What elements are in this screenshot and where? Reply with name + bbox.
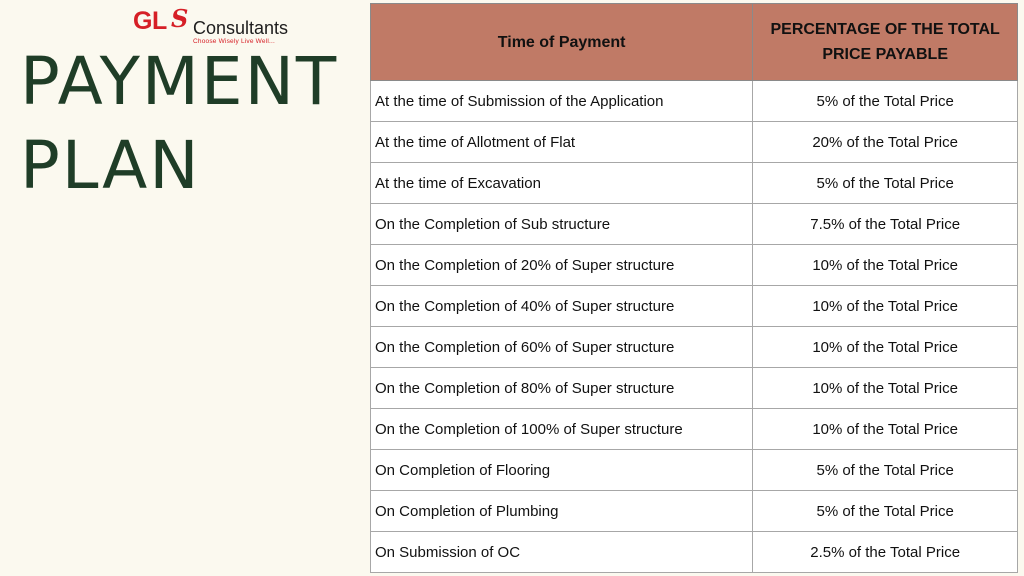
payment-milestone-cell: On Submission of OC	[371, 532, 753, 573]
payment-milestone-cell: On Completion of Flooring	[371, 450, 753, 491]
table-row	[371, 286, 1018, 327]
table-row	[371, 327, 1018, 368]
payment-milestone-cell: At the time of Excavation	[371, 163, 753, 204]
payment-percentage-cell: 5% of the Total Price	[753, 163, 1018, 204]
table-row	[371, 122, 1018, 163]
payment-percentage-cell: 20% of the Total Price	[753, 122, 1018, 163]
payment-percentage-cell: 10% of the Total Price	[753, 286, 1018, 327]
table-row	[371, 450, 1018, 491]
payment-milestone-cell: On the Completion of 80% of Super structure	[371, 368, 753, 409]
payment-percentage-cell: 10% of the Total Price	[753, 327, 1018, 368]
logo-s-letter: S	[171, 4, 189, 33]
logo-gl-letters: GL	[133, 7, 167, 35]
table-row	[371, 532, 1018, 573]
payment-milestone-cell: On the Completion of 20% of Super structure	[371, 245, 753, 286]
table-row	[371, 245, 1018, 286]
payment-percentage-cell: 2.5% of the Total Price	[753, 532, 1018, 573]
payment-plan-table	[370, 3, 1018, 573]
header-time-of-payment: Time of Payment	[371, 4, 753, 81]
logo-name: Consultants	[193, 18, 289, 38]
page-title	[20, 40, 338, 208]
table-header-row	[371, 4, 1018, 81]
payment-percentage-cell: 10% of the Total Price	[753, 368, 1018, 409]
page-title-line1: PAYMENT	[20, 43, 339, 120]
table-row	[371, 491, 1018, 532]
payment-milestone-cell: On Completion of Plumbing	[371, 491, 753, 532]
table-row	[371, 368, 1018, 409]
table-row	[371, 204, 1018, 245]
header-percentage: PERCENTAGE OF THE TOTAL PRICE PAYABLE	[753, 4, 1018, 81]
page-title-line2: PLAN	[20, 127, 201, 204]
payment-percentage-cell: 5% of the Total Price	[753, 81, 1018, 122]
table-row	[371, 409, 1018, 450]
logo-tagline: Choose Wisely Live Well...	[193, 38, 276, 45]
payment-milestone-cell: At the time of Allotment of Flat	[371, 122, 753, 163]
table-row	[371, 81, 1018, 122]
payment-milestone-cell: On the Completion of 60% of Super structure	[371, 327, 753, 368]
payment-milestone-cell: At the time of Submission of the Application	[371, 81, 753, 122]
payment-milestone-cell: On the Completion of Sub structure	[371, 204, 753, 245]
payment-milestone-cell: On the Completion of 100% of Super structure	[371, 409, 753, 450]
payment-percentage-cell: 5% of the Total Price	[753, 491, 1018, 532]
payment-percentage-cell: 10% of the Total Price	[753, 409, 1018, 450]
payment-milestone-cell: On the Completion of 40% of Super structure	[371, 286, 753, 327]
payment-percentage-cell: 5% of the Total Price	[753, 450, 1018, 491]
table-row	[371, 163, 1018, 204]
payment-percentage-cell: 10% of the Total Price	[753, 245, 1018, 286]
payment-percentage-cell: 7.5% of the Total Price	[753, 204, 1018, 245]
table-body	[371, 81, 1018, 573]
